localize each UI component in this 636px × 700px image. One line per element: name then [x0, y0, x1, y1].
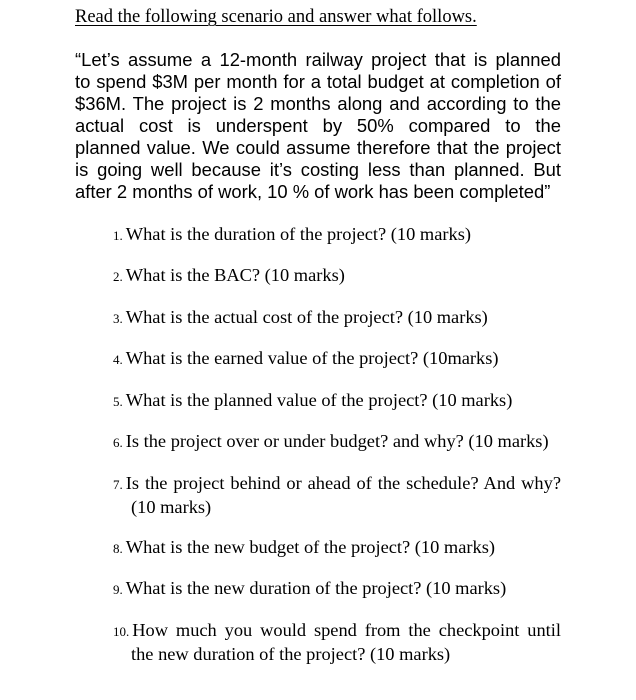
question-number: 8. — [113, 541, 123, 556]
scenario-line: planned value. We could assume therefore that the project — [75, 137, 561, 158]
question-number: 2. — [113, 269, 123, 284]
question-number: 5. — [113, 394, 123, 409]
question-text: How much you would spend from the checkpoint until — [132, 620, 561, 640]
scenario-line: “Let’s assume a 12-month railway project that is planned — [75, 49, 561, 70]
question-text: What is the planned value of the project? (10 marks) — [125, 390, 513, 410]
question-item — [113, 347, 561, 371]
question-text: Is the project behind or ahead of the schedule? And why? — [125, 473, 561, 493]
scenario-line: actual cost is underspent by 50% compared to the — [75, 115, 561, 136]
question-item — [113, 389, 561, 413]
question-item — [113, 430, 561, 454]
question-text: What is the BAC? (10 marks) — [125, 265, 345, 285]
scenario-line: after 2 months of work, 10 % of work has been completed” — [75, 181, 551, 202]
question-item — [113, 536, 561, 560]
scenario-line: is going well because it’s costing less than planned. But — [75, 159, 561, 180]
question-item — [113, 472, 561, 518]
question-item — [113, 577, 561, 601]
instructions-heading: Read the following scenario and answer what follows. — [75, 7, 477, 27]
question-item — [113, 306, 561, 330]
question-number: 4. — [113, 352, 123, 367]
question-text: What is the actual cost of the project? (10 marks) — [125, 307, 488, 327]
question-number: 9. — [113, 582, 123, 597]
scenario-paragraph — [75, 49, 561, 203]
question-text: Is the project over or under budget? and why? (10 marks) — [125, 431, 549, 451]
question-item — [113, 619, 561, 665]
question-text: What is the new budget of the project? (10 marks) — [125, 537, 495, 557]
question-text: What is the new duration of the project? (10 marks) — [125, 578, 507, 598]
scenario-line: $36M. The project is 2 months along and according to the — [75, 93, 561, 114]
question-text-continued: (10 marks) — [131, 497, 212, 517]
question-number: 7. — [113, 477, 123, 492]
question-text-continued: the new duration of the project? (10 marks) — [131, 644, 451, 664]
scenario-line: to spend $3M per month for a total budget at completion of — [75, 71, 561, 92]
question-item — [113, 223, 561, 247]
question-number: 1. — [113, 228, 123, 243]
question-item — [113, 264, 561, 288]
question-number: 3. — [113, 311, 123, 326]
question-number: 6. — [113, 435, 123, 450]
question-text: What is the earned value of the project? (10marks) — [125, 348, 499, 368]
question-number: 10. — [113, 624, 130, 639]
question-text: What is the duration of the project? (10 marks) — [125, 224, 471, 244]
